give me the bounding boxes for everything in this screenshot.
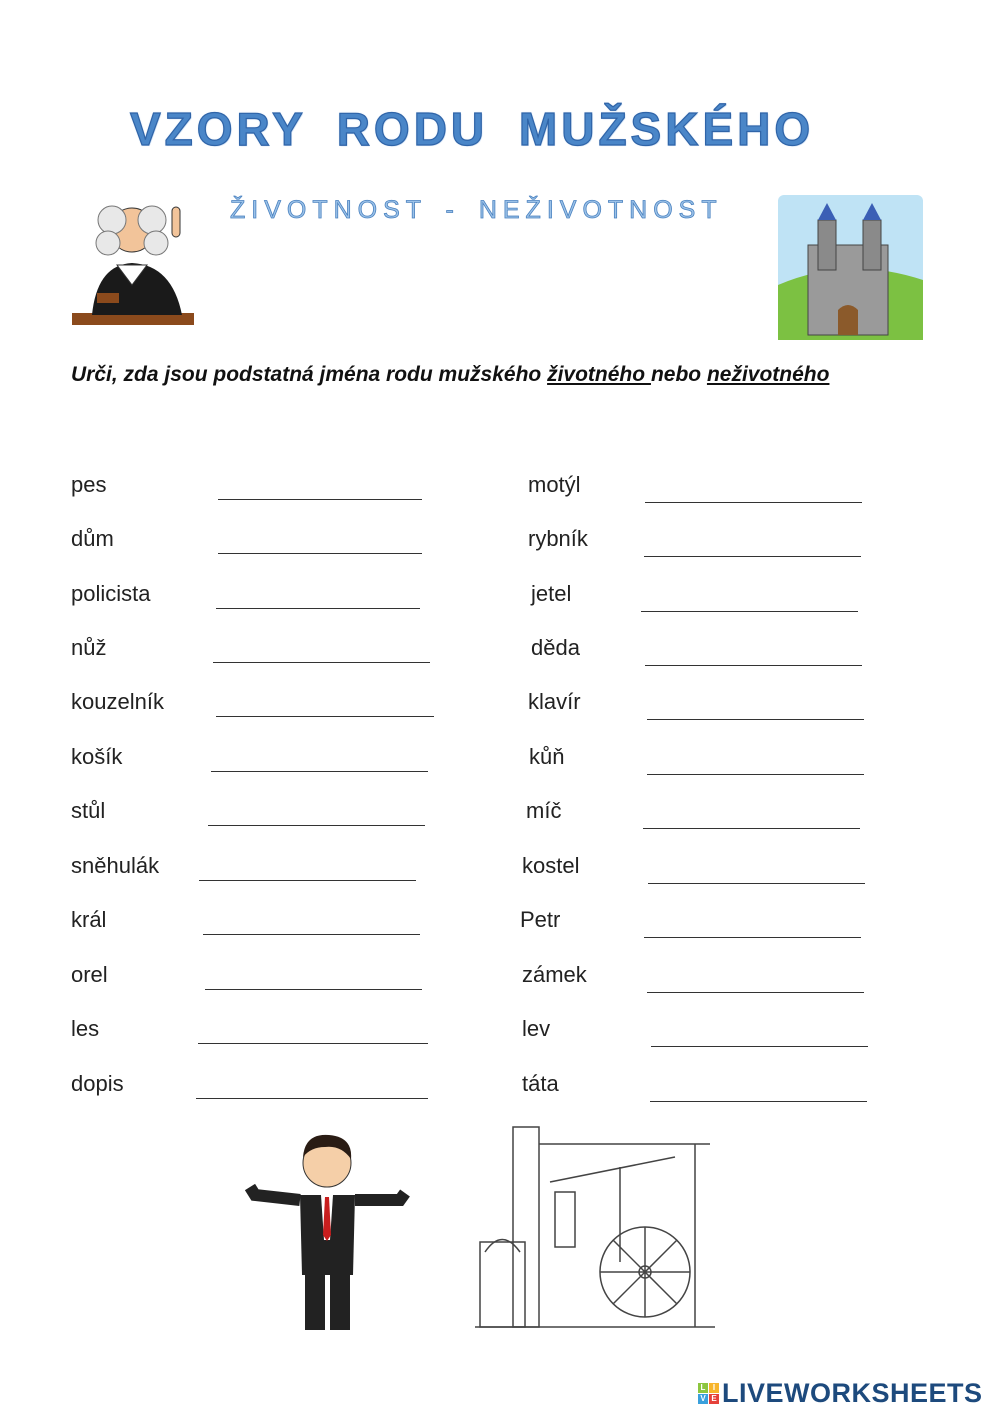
left-word: pes	[71, 472, 107, 497]
instruction	[71, 363, 829, 387]
right-word: kostel	[522, 853, 580, 878]
left-answer-input[interactable]	[208, 799, 425, 826]
logo-letter: L	[698, 1383, 708, 1393]
instruction-text-or: nebo	[650, 363, 707, 386]
right-answer-input[interactable]	[648, 857, 865, 884]
right-answer-input[interactable]	[645, 476, 862, 503]
right-answer-input[interactable]	[650, 1075, 867, 1102]
left-answer-input[interactable]	[213, 636, 430, 663]
logo-letter: I	[709, 1383, 719, 1393]
left-answer-input[interactable]	[218, 473, 422, 500]
right-answer-input[interactable]	[647, 693, 864, 720]
right-word: zámek	[522, 962, 587, 987]
right-word: motýl	[528, 472, 581, 497]
right-answer-input[interactable]	[651, 1020, 868, 1047]
right-word: míč	[526, 798, 562, 823]
left-word: stůl	[71, 798, 106, 823]
left-word: orel	[71, 962, 108, 987]
left-word: košík	[71, 744, 123, 769]
left-word: les	[71, 1016, 100, 1041]
logo-letter: E	[709, 1394, 719, 1404]
left-answer-input[interactable]	[216, 690, 434, 717]
left-word: policista	[71, 581, 151, 606]
right-answer-input[interactable]	[645, 639, 862, 666]
instruction-animate: životného	[547, 363, 651, 386]
instruction-text: Urči, zda jsou podstatná jména rodu mužského	[71, 363, 548, 386]
left-answer-input[interactable]	[203, 908, 420, 935]
judge-illustration	[72, 185, 197, 327]
right-word: kůň	[529, 744, 565, 769]
man-illustration	[245, 1125, 410, 1335]
right-word: klavír	[528, 689, 581, 714]
right-word: Petr	[520, 907, 561, 932]
right-word: jetel	[531, 581, 572, 606]
right-answer-input[interactable]	[644, 530, 861, 557]
steam-engine-illustration	[475, 1122, 715, 1332]
left-answer-input[interactable]	[205, 963, 422, 990]
left-answer-input[interactable]	[196, 1072, 428, 1099]
left-answer-input[interactable]	[198, 1017, 428, 1044]
left-word: kouzelník	[71, 689, 164, 714]
right-word: děda	[531, 635, 580, 660]
right-answer-input[interactable]	[647, 966, 864, 993]
left-answer-input[interactable]	[199, 854, 416, 881]
right-word: táta	[522, 1071, 559, 1096]
right-word: rybník	[528, 526, 588, 551]
right-answer-input[interactable]	[647, 748, 864, 775]
left-word: dům	[71, 526, 114, 551]
castle-illustration	[778, 195, 923, 340]
right-answer-input[interactable]	[644, 911, 861, 938]
left-answer-input[interactable]	[216, 582, 420, 609]
left-answer-input[interactable]	[218, 527, 422, 554]
left-answer-input[interactable]	[211, 745, 428, 772]
left-word: dopis	[71, 1071, 124, 1096]
live-icon	[698, 1383, 719, 1404]
right-word: lev	[522, 1016, 551, 1041]
right-answer-input[interactable]	[641, 585, 858, 612]
left-word: nůž	[71, 635, 107, 660]
liveworksheets-logo	[698, 1378, 983, 1409]
logo-letter: V	[698, 1394, 708, 1404]
left-word: sněhulák	[71, 853, 160, 878]
right-answer-input[interactable]	[643, 802, 860, 829]
worksheet-subtitle: ŽIVOTNOST - NEŽIVOTNOST	[230, 196, 723, 224]
left-word: král	[71, 907, 107, 932]
instruction-inanimate: neživotného	[706, 363, 830, 386]
logo-text: LIVEWORKSHEETS	[722, 1378, 983, 1408]
worksheet-title: VZORY RODU MUŽSKÉHO	[130, 103, 815, 155]
